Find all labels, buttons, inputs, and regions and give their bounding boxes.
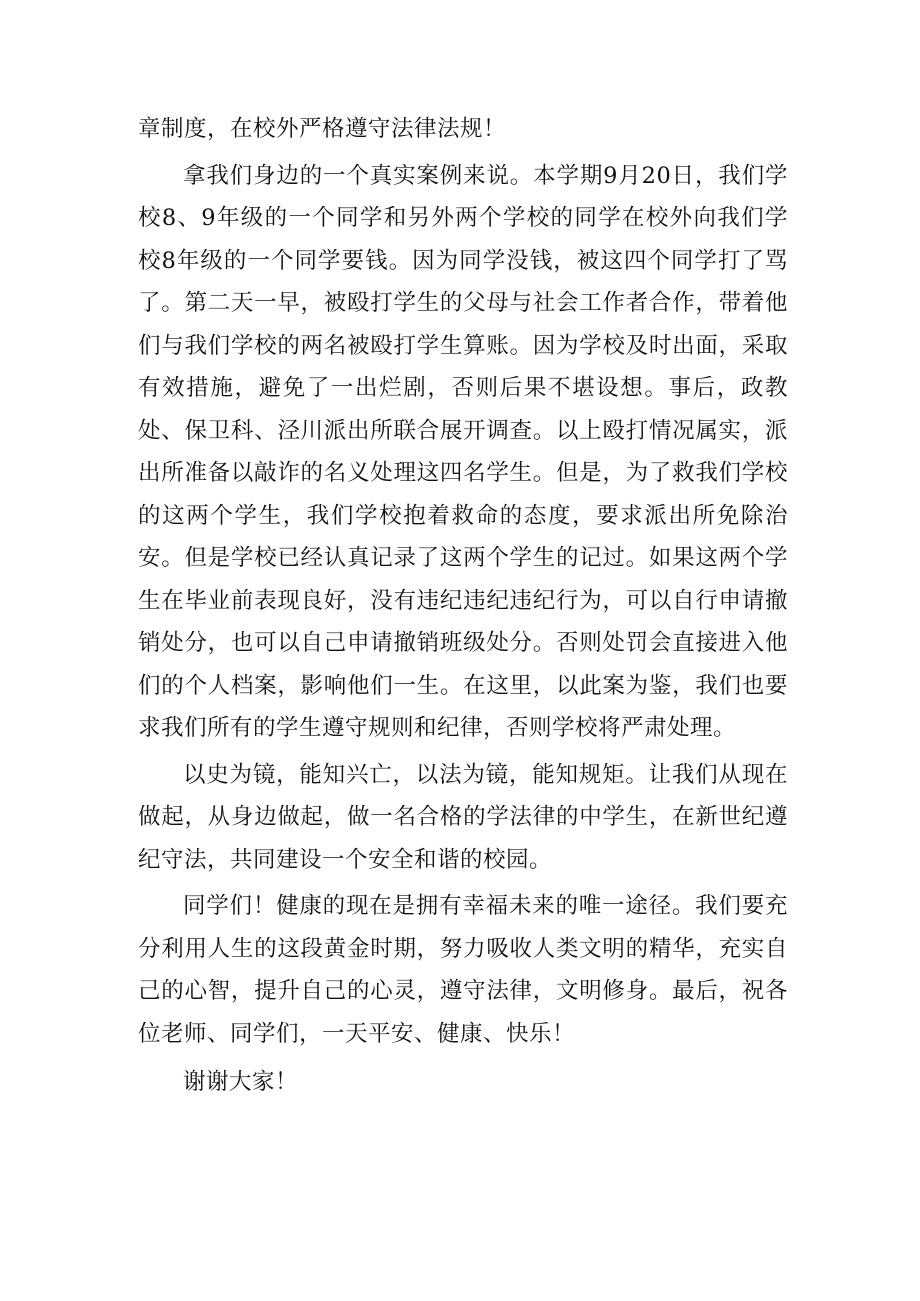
paragraph-thanks: 谢谢大家！	[183, 1069, 299, 1095]
document-body	[138, 108, 788, 1108]
paragraph-continuation: 章制度，在校外严格遵守法律法规！	[138, 116, 507, 142]
paragraph-history-mirror: 以史为镜，能知兴亡，以法为镜，能知规矩。让我们从现在做起，从身边做起，做一名合格的学法律的中学生，在新世纪遵纪守法，共同建设一个安全和谐的校园。	[138, 761, 788, 873]
paragraph-case-example: 拿我们身边的一个真实案例来说。本学期9月20日，我们学校8、9年级的一个同学和另外两个学校的同学在校外向我们学校8年级的一个同学要钱。因为同学没钱，被这四个同学打了骂了。第二天一早，被殴打学生的父母与社会工作者合作，带着他们与我们学校的两名被殴打学生算账。因为学校及时出面，采取有效措施，避免了一出烂剧，否则后果不堪设想。事后，政教处、保卫科、泾川派出所联合展开调查。以上殴打情况属实，派出所准备以敲诈的名义处理这四名学生。但是，为了救我们学校的这两个学生，我们学校抱着救命的态度，要求派出所免除治安。但是学校已经认真记录了这两个学生的记过。如果这两个学生在毕业前表现良好，没有违纪违纪违纪行为，可以自行申请撤销处分，也可以自己申请撤销班级处分。否则处罚会直接进入他们的个人档案，影响他们一生。在这里，以此案为鉴，我们也要求我们所有的学生遵守规则和纪律，否则学校将严肃处理。	[138, 162, 788, 741]
paragraph-health-future: 同学们！健康的现在是拥有幸福未来的唯一途径。我们要充分利用人生的这段黄金时期，努力吸收人类文明的精华，充实自己的心智，提升自己的心灵，遵守法律，文明修身。最后，祝各位老师、同学们，一天平安、健康、快乐！	[138, 893, 788, 1047]
